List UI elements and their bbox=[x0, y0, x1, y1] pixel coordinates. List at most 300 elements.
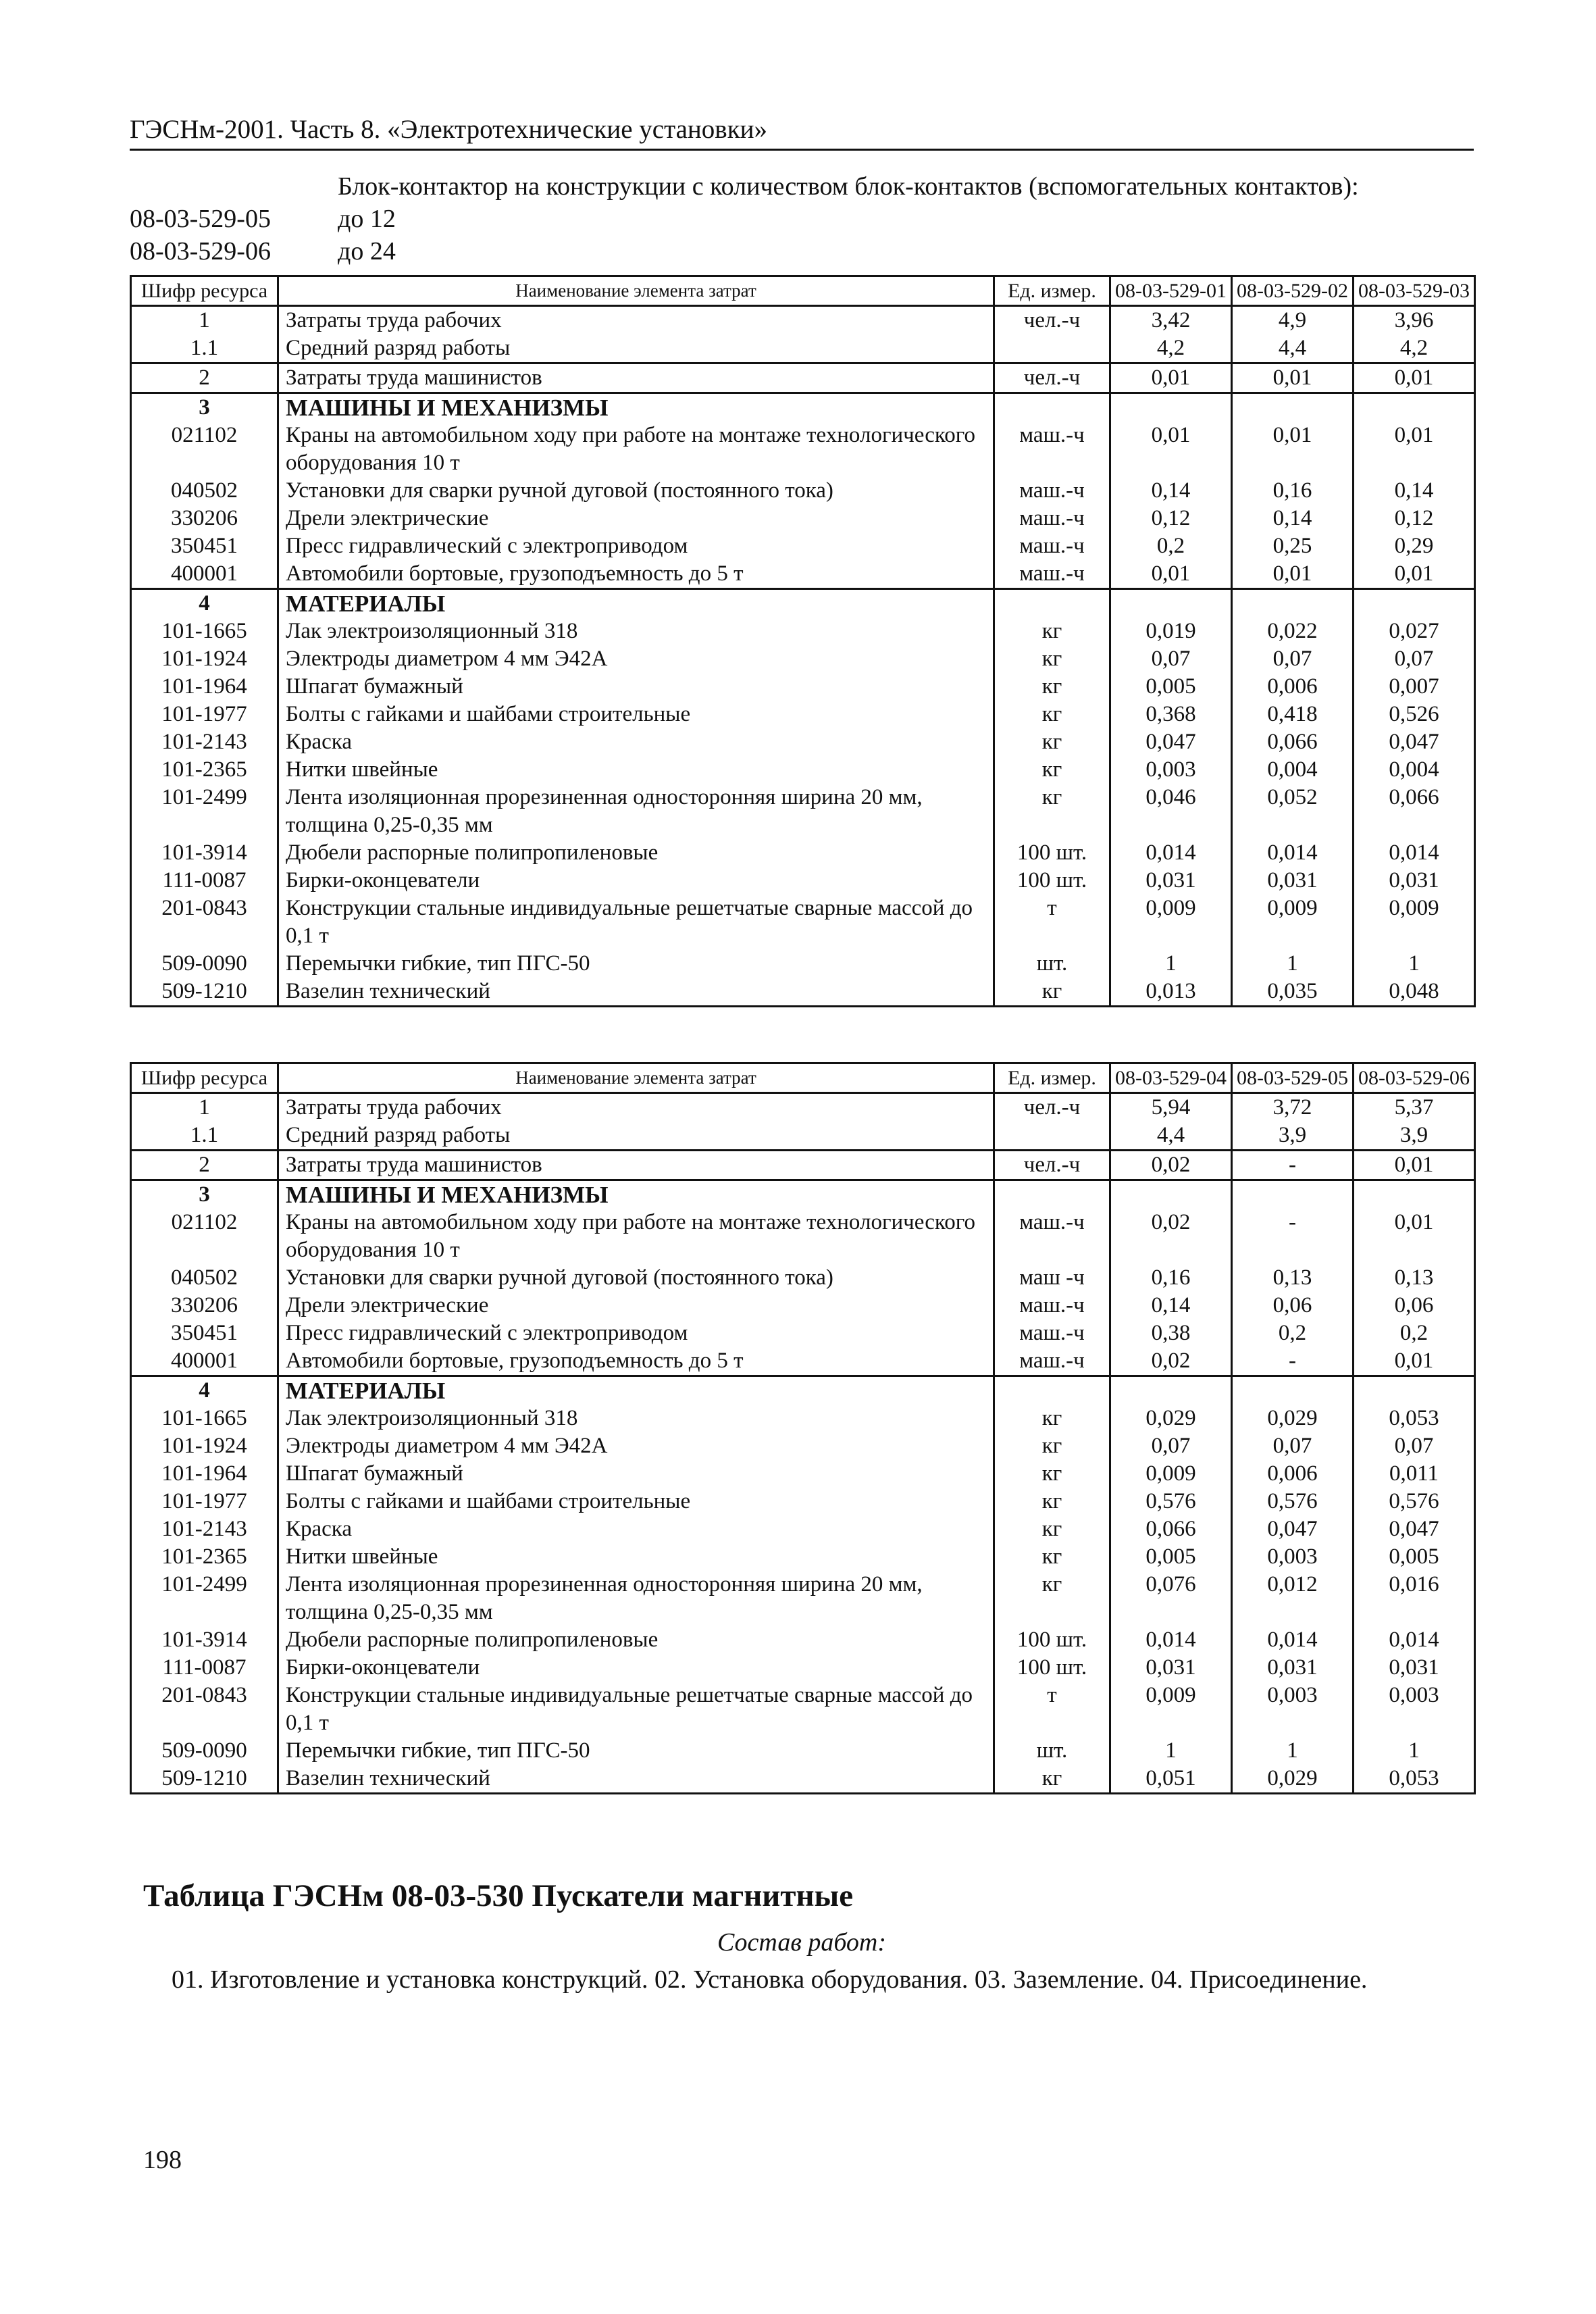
cost-element-name: Электроды диаметром 4 мм Э42А bbox=[278, 645, 994, 673]
cost-element-name: Автомобили бортовые, грузоподъемность до 5 т bbox=[278, 560, 994, 589]
cost-element-name: Краны на автомобильном ходу при работе на монтаже технологического оборудования 10 т bbox=[278, 422, 994, 477]
value-cell: 5,94 bbox=[1110, 1093, 1232, 1122]
value-cell: 0,012 bbox=[1232, 1571, 1354, 1626]
cost-element-name: МАШИНЫ И МЕХАНИЗМЫ bbox=[278, 1180, 994, 1209]
cost-element-name: Затраты труда машинистов bbox=[278, 1151, 994, 1180]
unit-cell: кг bbox=[994, 1460, 1110, 1488]
value-cell: 0,014 bbox=[1354, 1626, 1475, 1654]
resource-code: 330206 bbox=[131, 505, 278, 532]
cost-element-name: МАТЕРИАЛЫ bbox=[278, 589, 994, 618]
value-cell: 0,066 bbox=[1110, 1515, 1232, 1543]
value-cell: 0,009 bbox=[1110, 1682, 1232, 1737]
value-cell: 3,9 bbox=[1232, 1122, 1354, 1151]
table-row bbox=[131, 1347, 1475, 1376]
section-row bbox=[131, 1376, 1475, 1405]
cost-element-name: Средний разряд работы bbox=[278, 1122, 994, 1151]
cost-element-name: Дюбели распорные полипропиленовые bbox=[278, 839, 994, 867]
value-cell: 0,053 bbox=[1354, 1765, 1475, 1794]
value-cell: 0,2 bbox=[1110, 532, 1232, 560]
value-cell: 0,02 bbox=[1110, 1347, 1232, 1376]
value-cell: 0,01 bbox=[1232, 422, 1354, 477]
unit-cell bbox=[994, 1180, 1110, 1209]
resource-code: 4 bbox=[131, 589, 278, 618]
table-row bbox=[131, 978, 1475, 1007]
value-cell: 0,076 bbox=[1110, 1571, 1232, 1626]
table-row bbox=[131, 618, 1475, 645]
cost-element-name: Вазелин технический bbox=[278, 978, 994, 1007]
value-cell: 0,007 bbox=[1354, 673, 1475, 701]
table-row bbox=[131, 839, 1475, 867]
cost-element-name: Шпагат бумажный bbox=[278, 1460, 994, 1488]
value-cell: 4,2 bbox=[1354, 334, 1475, 363]
resource-code: 040502 bbox=[131, 477, 278, 505]
value-cell bbox=[1232, 1180, 1354, 1209]
unit-cell: маш.-ч bbox=[994, 532, 1110, 560]
table-row bbox=[131, 784, 1475, 839]
intro-block bbox=[130, 170, 1474, 268]
resource-code: 101-2143 bbox=[131, 728, 278, 756]
cost-element-name: Пресс гидравлический с электроприводом bbox=[278, 1319, 994, 1347]
table-row bbox=[131, 1626, 1475, 1654]
value-cell: 4,2 bbox=[1110, 334, 1232, 363]
value-cell: 0,2 bbox=[1354, 1319, 1475, 1347]
value-cell: - bbox=[1232, 1347, 1354, 1376]
unit-cell: кг bbox=[994, 1765, 1110, 1794]
value-cell: 4,4 bbox=[1232, 334, 1354, 363]
value-cell: 0,38 bbox=[1110, 1319, 1232, 1347]
unit-cell: маш.-ч bbox=[994, 1347, 1110, 1376]
value-cell: 0,011 bbox=[1354, 1460, 1475, 1488]
value-cell: 0,014 bbox=[1232, 839, 1354, 867]
cost-element-name: Нитки швейные bbox=[278, 1543, 994, 1571]
resource-code: 101-1977 bbox=[131, 1488, 278, 1515]
unit-cell: кг bbox=[994, 673, 1110, 701]
table-row bbox=[131, 728, 1475, 756]
unit-cell: 100 шт. bbox=[994, 867, 1110, 895]
resource-table-2 bbox=[130, 1062, 1476, 1794]
unit-cell bbox=[994, 393, 1110, 422]
table-row bbox=[131, 334, 1475, 363]
cost-element-name: Установки для сварки ручной дуговой (постоянного тока) bbox=[278, 477, 994, 505]
value-cell: 0,029 bbox=[1232, 1405, 1354, 1432]
value-cell: 3,72 bbox=[1232, 1093, 1354, 1122]
resource-code: 101-2499 bbox=[131, 1571, 278, 1626]
value-cell: 0,526 bbox=[1354, 701, 1475, 728]
value-cell: 0,009 bbox=[1354, 895, 1475, 950]
table-row bbox=[131, 701, 1475, 728]
section-row bbox=[131, 393, 1475, 422]
unit-cell: кг bbox=[994, 701, 1110, 728]
cost-element-name: Конструкции стальные индивидуальные решетчатые сварные массой до 0,1 т bbox=[278, 895, 994, 950]
table-row bbox=[131, 1209, 1475, 1264]
header-col-1: 08-03-529-01 bbox=[1110, 276, 1232, 306]
table-row bbox=[131, 1319, 1475, 1347]
value-cell: 0,14 bbox=[1232, 505, 1354, 532]
cost-element-name: Дрели электрические bbox=[278, 1292, 994, 1319]
cost-element-name: Средний разряд работы bbox=[278, 334, 994, 363]
table-row bbox=[131, 1432, 1475, 1460]
value-cell: 0,16 bbox=[1110, 1264, 1232, 1292]
table-row bbox=[131, 477, 1475, 505]
value-cell: 0,02 bbox=[1110, 1151, 1232, 1180]
value-cell: 0,051 bbox=[1110, 1765, 1232, 1794]
value-cell: 0,031 bbox=[1354, 1654, 1475, 1682]
value-cell: 0,418 bbox=[1232, 701, 1354, 728]
value-cell bbox=[1354, 1376, 1475, 1405]
table-row bbox=[131, 645, 1475, 673]
value-cell: 0,004 bbox=[1232, 756, 1354, 784]
value-cell: 0,013 bbox=[1110, 978, 1232, 1007]
cost-element-name: Лента изоляционная прорезиненная односторонняя ширина 20 мм, толщина 0,25-0,35 мм bbox=[278, 784, 994, 839]
table-row bbox=[131, 532, 1475, 560]
intro-item-code: 08-03-529-05 bbox=[130, 205, 271, 233]
cost-element-name: Краны на автомобильном ходу при работе на монтаже технологического оборудования 10 т bbox=[278, 1209, 994, 1264]
resource-code: 101-2499 bbox=[131, 784, 278, 839]
unit-cell: кг bbox=[994, 756, 1110, 784]
header-col-2: 08-03-529-02 bbox=[1232, 276, 1354, 306]
resource-code: 201-0843 bbox=[131, 895, 278, 950]
value-cell: 0,031 bbox=[1110, 1654, 1232, 1682]
value-cell: 0,16 bbox=[1232, 477, 1354, 505]
cost-element-name: Затраты труда машинистов bbox=[278, 363, 994, 393]
unit-cell: кг bbox=[994, 1488, 1110, 1515]
composition-label: Состав работ: bbox=[717, 1928, 887, 1957]
resource-code: 021102 bbox=[131, 1209, 278, 1264]
table-row bbox=[131, 1151, 1475, 1180]
value-cell: 0,14 bbox=[1354, 477, 1475, 505]
resource-code: 101-1977 bbox=[131, 701, 278, 728]
value-cell: 5,37 bbox=[1354, 1093, 1475, 1122]
resource-table-1 bbox=[130, 275, 1476, 1007]
value-cell bbox=[1110, 589, 1232, 618]
header-name: Наименование элемента затрат bbox=[278, 276, 994, 306]
value-cell: 0,01 bbox=[1354, 422, 1475, 477]
unit-cell bbox=[994, 334, 1110, 363]
section-row bbox=[131, 1180, 1475, 1209]
unit-cell: кг bbox=[994, 978, 1110, 1007]
resource-code: 101-3914 bbox=[131, 1626, 278, 1654]
value-cell: 0,066 bbox=[1232, 728, 1354, 756]
header-code: Шифр ресурса bbox=[131, 276, 278, 306]
cost-element-name: Шпагат бумажный bbox=[278, 673, 994, 701]
intro-title: Блок-контактор на конструкции с количеством блок-контактов (вспомогательных контактов): bbox=[338, 172, 1359, 201]
value-cell: 0,003 bbox=[1232, 1543, 1354, 1571]
unit-cell: кг bbox=[994, 1405, 1110, 1432]
unit-cell: кг bbox=[994, 1432, 1110, 1460]
page-number: 198 bbox=[143, 2146, 182, 2174]
value-cell: 0,006 bbox=[1232, 673, 1354, 701]
table-row bbox=[131, 1488, 1475, 1515]
value-cell: 0,031 bbox=[1354, 867, 1475, 895]
value-cell: 0,01 bbox=[1354, 1347, 1475, 1376]
resource-code: 400001 bbox=[131, 1347, 278, 1376]
value-cell: 1 bbox=[1232, 950, 1354, 978]
value-cell bbox=[1354, 589, 1475, 618]
unit-cell: маш.-ч bbox=[994, 1319, 1110, 1347]
table-row bbox=[131, 673, 1475, 701]
value-cell: 0,014 bbox=[1110, 839, 1232, 867]
value-cell: 0,576 bbox=[1232, 1488, 1354, 1515]
value-cell: 0,022 bbox=[1232, 618, 1354, 645]
cost-element-name: Установки для сварки ручной дуговой (постоянного тока) bbox=[278, 1264, 994, 1292]
unit-cell: кг bbox=[994, 784, 1110, 839]
value-cell: 0,14 bbox=[1110, 1292, 1232, 1319]
resource-code: 1.1 bbox=[131, 334, 278, 363]
value-cell: 0,047 bbox=[1232, 1515, 1354, 1543]
table-row bbox=[131, 505, 1475, 532]
resource-code: 1 bbox=[131, 306, 278, 335]
unit-cell: кг bbox=[994, 1515, 1110, 1543]
value-cell: 0,047 bbox=[1354, 1515, 1475, 1543]
value-cell: 0,031 bbox=[1110, 867, 1232, 895]
intro-item-code: 08-03-529-06 bbox=[130, 237, 271, 266]
value-cell: 0,13 bbox=[1232, 1264, 1354, 1292]
cost-element-name: Болты с гайками и шайбами строительные bbox=[278, 701, 994, 728]
value-cell: - bbox=[1232, 1151, 1354, 1180]
cost-element-name: Краска bbox=[278, 728, 994, 756]
unit-cell bbox=[994, 1376, 1110, 1405]
table-row bbox=[131, 1264, 1475, 1292]
resource-code: 350451 bbox=[131, 1319, 278, 1347]
resource-code: 101-1964 bbox=[131, 673, 278, 701]
resource-code: 330206 bbox=[131, 1292, 278, 1319]
page-header: ГЭСНм-2001. Часть 8. «Электротехнические установки» bbox=[130, 115, 1474, 151]
value-cell: 0,07 bbox=[1232, 645, 1354, 673]
value-cell: 0,13 bbox=[1354, 1264, 1475, 1292]
resource-code: 111-0087 bbox=[131, 1654, 278, 1682]
value-cell: 0,01 bbox=[1354, 1209, 1475, 1264]
table-row bbox=[131, 950, 1475, 978]
value-cell: 0,07 bbox=[1110, 645, 1232, 673]
intro-item-desc: до 12 bbox=[338, 205, 396, 233]
table-row bbox=[131, 560, 1475, 589]
value-cell: 0,01 bbox=[1354, 560, 1475, 589]
header-col-1: 08-03-529-04 bbox=[1110, 1063, 1232, 1093]
value-cell: 0,052 bbox=[1232, 784, 1354, 839]
value-cell: 0,01 bbox=[1354, 1151, 1475, 1180]
header-unit: Ед. измер. bbox=[994, 276, 1110, 306]
value-cell: 0,06 bbox=[1354, 1292, 1475, 1319]
resource-code: 2 bbox=[131, 363, 278, 393]
table-row bbox=[131, 867, 1475, 895]
cost-element-name: Лента изоляционная прорезиненная односторонняя ширина 20 мм, толщина 0,25-0,35 мм bbox=[278, 1571, 994, 1626]
cost-element-name: Электроды диаметром 4 мм Э42А bbox=[278, 1432, 994, 1460]
value-cell: 0,01 bbox=[1354, 363, 1475, 393]
resource-code: 2 bbox=[131, 1151, 278, 1180]
cost-element-name: Пресс гидравлический с электроприводом bbox=[278, 532, 994, 560]
value-cell: 1 bbox=[1354, 950, 1475, 978]
value-cell: 0,014 bbox=[1354, 839, 1475, 867]
resource-code: 101-2365 bbox=[131, 1543, 278, 1571]
value-cell: 0,031 bbox=[1232, 867, 1354, 895]
cost-element-name: Перемычки гибкие, тип ПГС-50 bbox=[278, 1737, 994, 1765]
value-cell: 0,066 bbox=[1354, 784, 1475, 839]
value-cell: 3,42 bbox=[1110, 306, 1232, 335]
value-cell: 0,048 bbox=[1354, 978, 1475, 1007]
table-body bbox=[131, 306, 1475, 1007]
value-cell: 0,014 bbox=[1232, 1626, 1354, 1654]
table-row bbox=[131, 1765, 1475, 1794]
table-row bbox=[131, 363, 1475, 393]
value-cell: 1 bbox=[1354, 1737, 1475, 1765]
cost-element-name: Затраты труда рабочих bbox=[278, 1093, 994, 1122]
intro-item bbox=[130, 203, 1474, 235]
unit-cell: кг bbox=[994, 728, 1110, 756]
intro-item-desc: до 24 bbox=[338, 237, 396, 266]
value-cell: 1 bbox=[1232, 1737, 1354, 1765]
value-cell: 0,07 bbox=[1354, 645, 1475, 673]
cost-element-name: Бирки-оконцеватели bbox=[278, 867, 994, 895]
unit-cell: маш.-ч bbox=[994, 477, 1110, 505]
header-col-2: 08-03-529-05 bbox=[1232, 1063, 1354, 1093]
value-cell: 0,576 bbox=[1354, 1488, 1475, 1515]
cost-element-name: Затраты труда рабочих bbox=[278, 306, 994, 335]
resource-code: 111-0087 bbox=[131, 867, 278, 895]
value-cell: 0,003 bbox=[1354, 1682, 1475, 1737]
unit-cell: 100 шт. bbox=[994, 839, 1110, 867]
table-row bbox=[131, 756, 1475, 784]
unit-cell: чел.-ч bbox=[994, 1093, 1110, 1122]
resource-code: 3 bbox=[131, 393, 278, 422]
value-cell: 0,053 bbox=[1354, 1405, 1475, 1432]
resource-code: 101-1665 bbox=[131, 618, 278, 645]
unit-cell: кг bbox=[994, 645, 1110, 673]
table-row bbox=[131, 306, 1475, 335]
value-cell: 0,029 bbox=[1110, 1405, 1232, 1432]
cost-element-name: Автомобили бортовые, грузоподъемность до 5 т bbox=[278, 1347, 994, 1376]
resource-code: 021102 bbox=[131, 422, 278, 477]
value-cell: 4,9 bbox=[1232, 306, 1354, 335]
value-cell bbox=[1232, 1376, 1354, 1405]
value-cell: 0,031 bbox=[1232, 1654, 1354, 1682]
value-cell: 0,047 bbox=[1110, 728, 1232, 756]
header-unit: Ед. измер. bbox=[994, 1063, 1110, 1093]
cost-element-name: Бирки-оконцеватели bbox=[278, 1654, 994, 1682]
cost-element-name: Лак электроизоляционный 318 bbox=[278, 1405, 994, 1432]
value-cell: 0,006 bbox=[1232, 1460, 1354, 1488]
value-cell: 0,06 bbox=[1232, 1292, 1354, 1319]
resource-code: 4 bbox=[131, 1376, 278, 1405]
resource-code: 509-0090 bbox=[131, 1737, 278, 1765]
table-row bbox=[131, 1571, 1475, 1626]
value-cell: 0,29 bbox=[1354, 532, 1475, 560]
unit-cell: шт. bbox=[994, 950, 1110, 978]
value-cell: 0,047 bbox=[1354, 728, 1475, 756]
resource-code: 509-1210 bbox=[131, 1765, 278, 1794]
unit-cell: 100 шт. bbox=[994, 1654, 1110, 1682]
value-cell: 0,12 bbox=[1110, 505, 1232, 532]
value-cell: 0,005 bbox=[1110, 1543, 1232, 1571]
table-row bbox=[131, 1543, 1475, 1571]
value-cell: 0,046 bbox=[1110, 784, 1232, 839]
table-row bbox=[131, 1292, 1475, 1319]
resource-code: 509-0090 bbox=[131, 950, 278, 978]
value-cell: 0,005 bbox=[1110, 673, 1232, 701]
resource-code: 400001 bbox=[131, 560, 278, 589]
value-cell: 4,4 bbox=[1110, 1122, 1232, 1151]
value-cell: 1 bbox=[1110, 950, 1232, 978]
value-cell: 0,003 bbox=[1110, 756, 1232, 784]
value-cell bbox=[1110, 393, 1232, 422]
value-cell: 0,14 bbox=[1110, 477, 1232, 505]
value-cell: 0,019 bbox=[1110, 618, 1232, 645]
value-cell: 0,005 bbox=[1354, 1543, 1475, 1571]
value-cell: 0,003 bbox=[1232, 1682, 1354, 1737]
table-row bbox=[131, 1405, 1475, 1432]
cost-element-name: МАШИНЫ И МЕХАНИЗМЫ bbox=[278, 393, 994, 422]
section-row bbox=[131, 589, 1475, 618]
value-cell: 0,25 bbox=[1232, 532, 1354, 560]
value-cell: 0,009 bbox=[1110, 895, 1232, 950]
value-cell bbox=[1354, 393, 1475, 422]
unit-cell: маш.-ч bbox=[994, 1292, 1110, 1319]
header-code: Шифр ресурса bbox=[131, 1063, 278, 1093]
cost-element-name: Дюбели распорные полипропиленовые bbox=[278, 1626, 994, 1654]
table-row bbox=[131, 1682, 1475, 1737]
cost-element-name: МАТЕРИАЛЫ bbox=[278, 1376, 994, 1405]
resource-code: 1.1 bbox=[131, 1122, 278, 1151]
resource-code: 509-1210 bbox=[131, 978, 278, 1007]
value-cell bbox=[1110, 1376, 1232, 1405]
value-cell: 0,368 bbox=[1110, 701, 1232, 728]
value-cell: 0,014 bbox=[1110, 1626, 1232, 1654]
section-title: Таблица ГЭСНм 08-03-530 Пускатели магнитные bbox=[143, 1878, 854, 1913]
value-cell: - bbox=[1232, 1209, 1354, 1264]
unit-cell: чел.-ч bbox=[994, 1151, 1110, 1180]
value-cell: 0,576 bbox=[1110, 1488, 1232, 1515]
unit-cell: т bbox=[994, 895, 1110, 950]
value-cell: 0,004 bbox=[1354, 756, 1475, 784]
value-cell: 0,07 bbox=[1354, 1432, 1475, 1460]
unit-cell: чел.-ч bbox=[994, 306, 1110, 335]
value-cell: 0,07 bbox=[1232, 1432, 1354, 1460]
value-cell bbox=[1110, 1180, 1232, 1209]
value-cell: 0,01 bbox=[1110, 560, 1232, 589]
table-row bbox=[131, 1460, 1475, 1488]
unit-cell: кг bbox=[994, 618, 1110, 645]
value-cell: 0,01 bbox=[1232, 363, 1354, 393]
resource-code: 101-1924 bbox=[131, 645, 278, 673]
unit-cell: 100 шт. bbox=[994, 1626, 1110, 1654]
table-row bbox=[131, 895, 1475, 950]
unit-cell bbox=[994, 589, 1110, 618]
value-cell: 0,009 bbox=[1110, 1460, 1232, 1488]
resource-code: 101-2365 bbox=[131, 756, 278, 784]
cost-element-name: Нитки швейные bbox=[278, 756, 994, 784]
resource-code: 040502 bbox=[131, 1264, 278, 1292]
resource-code: 201-0843 bbox=[131, 1682, 278, 1737]
unit-cell: маш.-ч bbox=[994, 1209, 1110, 1264]
resource-code: 101-2143 bbox=[131, 1515, 278, 1543]
unit-cell: чел.-ч bbox=[994, 363, 1110, 393]
cost-element-name: Перемычки гибкие, тип ПГС-50 bbox=[278, 950, 994, 978]
value-cell: 0,01 bbox=[1110, 363, 1232, 393]
unit-cell: т bbox=[994, 1682, 1110, 1737]
value-cell: 0,01 bbox=[1232, 560, 1354, 589]
table-body bbox=[131, 1093, 1475, 1794]
resource-code: 1 bbox=[131, 1093, 278, 1122]
resource-code: 3 bbox=[131, 1180, 278, 1209]
value-cell: 0,035 bbox=[1232, 978, 1354, 1007]
resource-code: 101-1964 bbox=[131, 1460, 278, 1488]
table-row bbox=[131, 1122, 1475, 1151]
value-cell: 0,027 bbox=[1354, 618, 1475, 645]
header-name: Наименование элемента затрат bbox=[278, 1063, 994, 1093]
cost-element-name: Краска bbox=[278, 1515, 994, 1543]
cost-element-name: Конструкции стальные индивидуальные решетчатые сварные массой до 0,1 т bbox=[278, 1682, 994, 1737]
intro-item bbox=[130, 235, 1474, 268]
value-cell: 0,029 bbox=[1232, 1765, 1354, 1794]
